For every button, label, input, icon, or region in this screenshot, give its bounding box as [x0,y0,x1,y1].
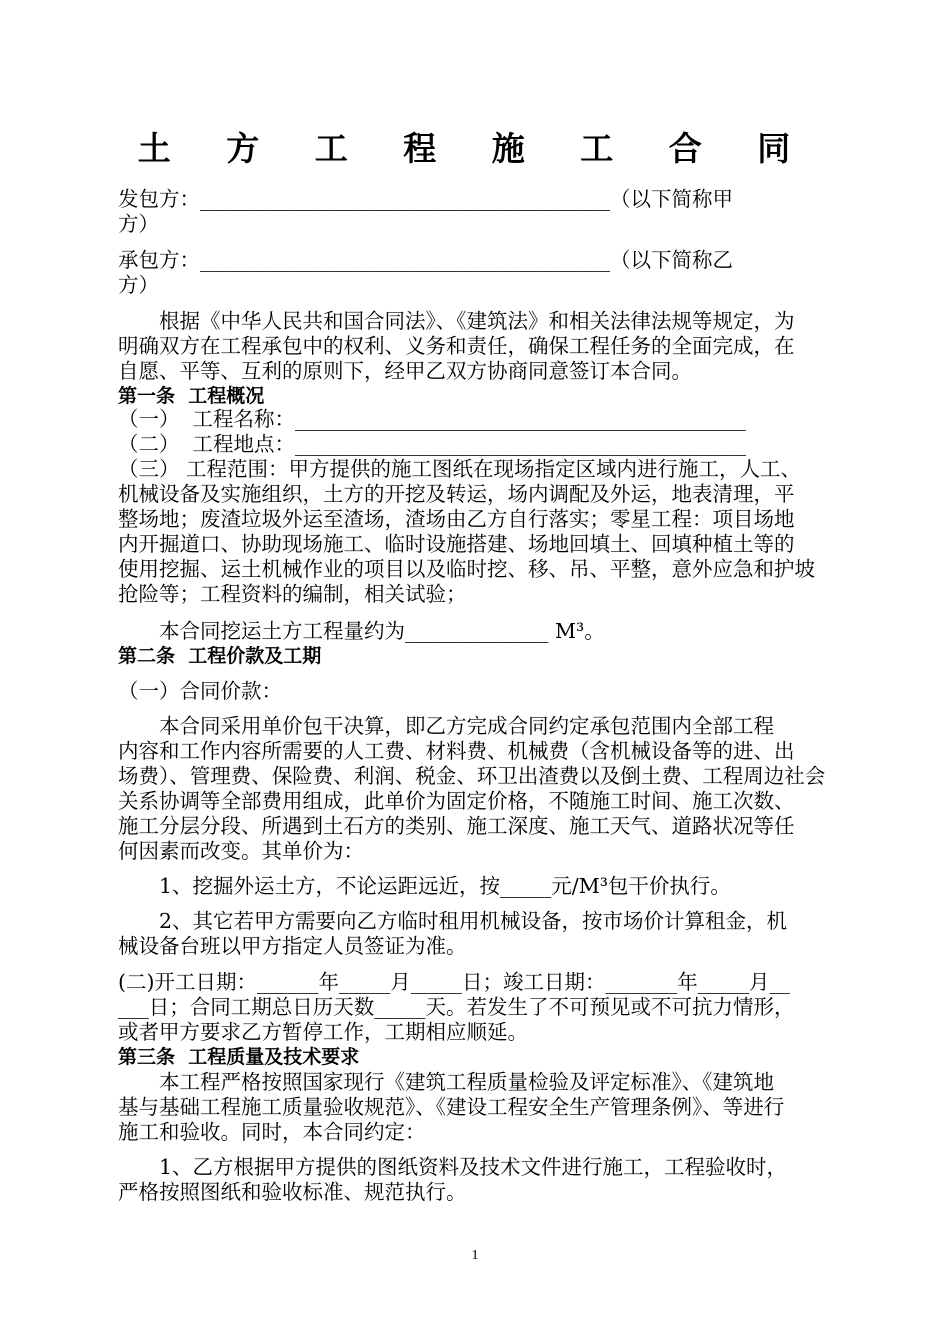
text-line: 使用挖掘、运土机械作业的项目以及临时挖、移、吊、平整，意外应急和护坡 [118,557,815,581]
text-line: 发包方：________________________________________（以下简称甲 [118,187,733,211]
text-line: 1、挖掘外运土方，不论运距远近，按_____元/M³包干价执行。 [118,874,731,898]
text-line: 1、乙方根据甲方提供的图纸资料及技术文件进行施工，工程验收时， [118,1155,788,1179]
text-line: 明确双方在工程承包中的权利、义务和责任，确保工程任务的全面完成，在 [118,334,795,358]
text-line: （一） 工程名称：____________________________________________ [118,407,747,431]
text-line: 基与基础工程施工质量验收规范》、《建设工程安全生产管理条例》、等进行 [118,1095,785,1119]
text-line: 施工分层分段、所遇到土石方的类别、施工深度、施工天气、道路状况等任 [118,814,795,838]
text-line: 关系协调等全部费用组成，此单价为固定价格，不随施工时间、施工次数、 [118,789,795,813]
text-line: 本工程严格按照国家现行《建筑工程质量检验及评定标准》、《建筑地 [118,1070,774,1094]
text-line: 或者甲方要求乙方暂停工作，工期相应顺延。 [118,1020,528,1044]
text-line: （二） 工程地点：____________________________________________ [118,432,747,456]
text-line: (二)开工日期：______年_____月_____日；竣工日期：_______年_____月__ [118,970,790,994]
text-line: 根据《中华人民共和国合同法》、《建筑法》和相关法律法规等规定，为 [118,309,795,333]
section-heading: 第一条 工程概况 [118,385,265,407]
text-line: 方） [118,273,159,297]
text-line: 本合同挖运土方工程量约为______________ M³。 [118,619,605,643]
text-line: 本合同采用单价包干决算，即乙方完成合同约定承包范围内全部工程 [118,714,774,738]
text-line: 抢险等；工程资料的编制，相关试验； [118,582,467,606]
text-line: 何因素而改变。其单价为： [118,839,364,863]
text-line: 械设备台班以甲方指定人员签证为准。 [118,934,467,958]
text-line: 自愿、平等、互利的原则下，经甲乙双方协商同意签订本合同。 [118,359,692,383]
text-line: （一）合同价款： [118,679,282,703]
text-line: （三） 工程范围：甲方提供的施工图纸在现场指定区域内进行施工，人工、 [118,457,802,481]
text-line: 方） [118,212,159,236]
text-line: 承包方：________________________________________（以下简称乙 [118,248,733,272]
text-line: 内开掘道口、协助现场施工、临时设施搭建、场地回填土、回填种植土等的 [118,532,795,556]
text-line: 严格按照图纸和验收标准、规范执行。 [118,1180,467,1204]
document-title: 土 方 工 程 施 工 合 同 [137,129,813,168]
text-line: ___日；合同工期总日历天数_____天。若发生了不可预见或不可抗力情形， [118,995,795,1019]
text-line: 施工和验收。同时，本合同约定： [118,1120,426,1144]
text-line: 机械设备及实施组织，土方的开挖及转运，场内调配及外运，地表清理，平 [118,482,795,506]
text-line: 整场地；废渣垃圾外运至渣场，渣场由乙方自行落实；零星工程：项目场地 [118,507,795,531]
section-heading: 第二条 工程价款及工期 [118,645,322,667]
text-line: 2、其它若甲方需要向乙方临时租用机械设备，按市场价计算租金，机 [118,909,788,933]
section-heading: 第三条 工程质量及技术要求 [118,1046,360,1068]
text-line: 内容和工作内容所需要的人工费、材料费、机械费（含机械设备等的进、出 [118,739,795,763]
page-number: 1 [471,1248,479,1263]
text-line: 场费）、管理费、保险费、利润、税金、环卫出渣费以及倒土费、工程周边社会 [118,764,826,788]
